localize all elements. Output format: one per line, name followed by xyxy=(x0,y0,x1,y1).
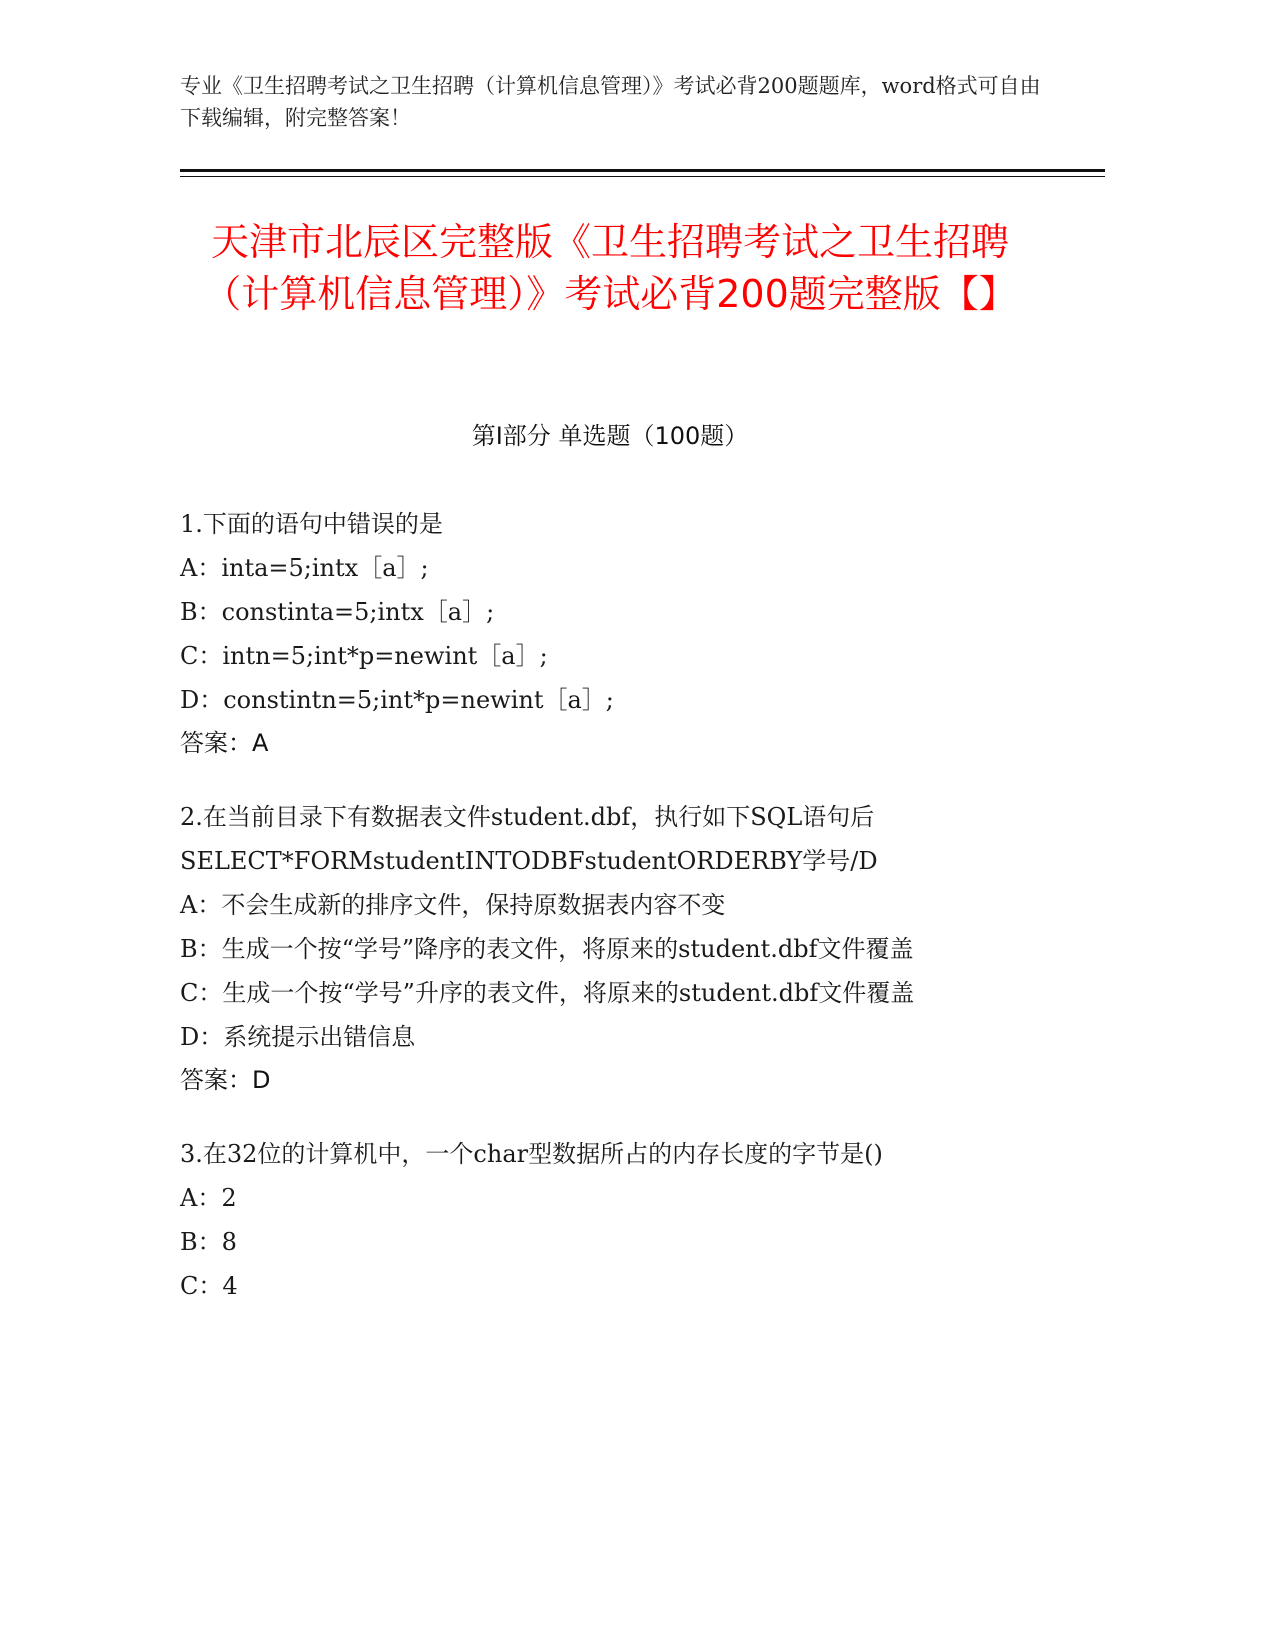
option-d: D：constintn=5;int*p=newint［a］; xyxy=(180,686,614,714)
option-a: A：inta=5;intx［a］; xyxy=(180,554,429,582)
answer: 答案：D xyxy=(180,1066,271,1094)
header-divider-thick xyxy=(180,169,1105,172)
question-2 xyxy=(180,795,1050,1101)
question-1 xyxy=(180,502,1050,764)
option-b: B：constinta=5;intx［a］; xyxy=(180,598,495,626)
question-3 xyxy=(180,1132,1050,1308)
answer: 答案：A xyxy=(180,729,269,757)
header-note: 专业《卫生招聘考试之卫生招聘（计算机信息管理）》考试必背200题题库，word格式可自由下载编辑，附完整答案！ xyxy=(180,74,1041,130)
option-d: D：系统提示出错信息 xyxy=(180,1023,416,1051)
option-a: A：2 xyxy=(180,1184,237,1212)
header-divider-thin xyxy=(180,176,1105,177)
question-stem: 2.在当前目录下有数据表文件student.dbf，执行如下SQL语句后SELECT*FORMstudentINTODBFstudentORDERBY学号/D xyxy=(180,803,878,875)
option-b: B：生成一个按“学号”降序的表文件，将原来的student.dbf文件覆盖 xyxy=(180,935,914,963)
option-a: A：不会生成新的排序文件，保持原数据表内容不变 xyxy=(180,891,726,919)
option-b: B：8 xyxy=(180,1228,237,1256)
question-list xyxy=(180,502,1050,1339)
question-stem: 3.在32位的计算机中，一个char型数据所占的内存长度的字节是() xyxy=(180,1140,883,1168)
document-title: 天津市北辰区完整版《卫生招聘考试之卫生招聘（计算机信息管理）》考试必背200题完整版【】 xyxy=(203,220,1017,316)
question-stem: 1.下面的语句中错误的是 xyxy=(180,510,443,538)
option-c: C：生成一个按“学号”升序的表文件，将原来的student.dbf文件覆盖 xyxy=(180,979,915,1007)
option-c: C：intn=5;int*p=newint［a］; xyxy=(180,642,548,670)
section-heading: 第Ⅰ部分 单选题（100题） xyxy=(471,422,749,450)
option-c: C：4 xyxy=(180,1272,238,1300)
